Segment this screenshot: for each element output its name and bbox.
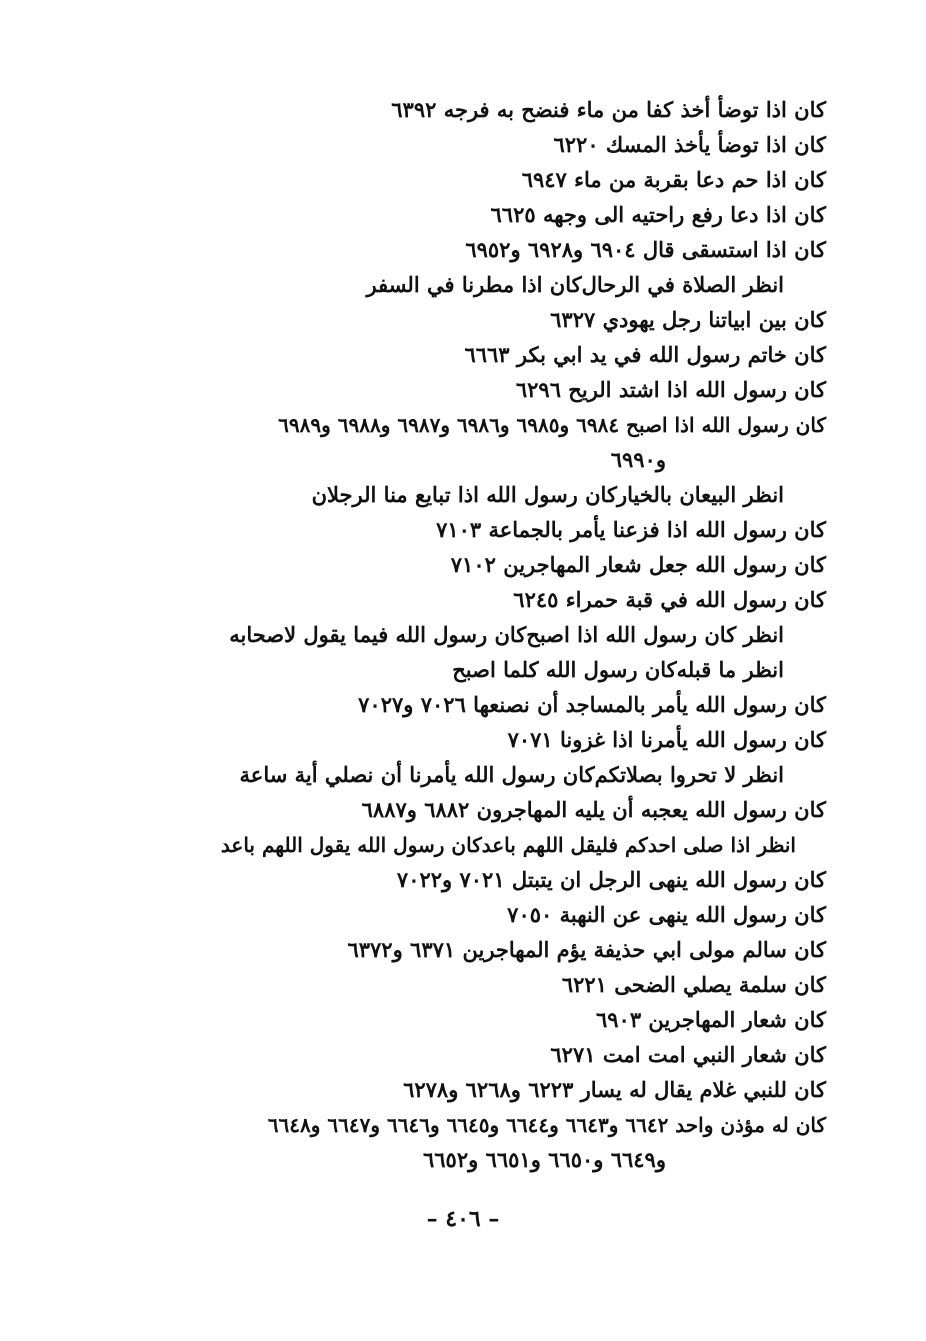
- cross-reference: انظر لا تحروا بصلاتكم: [594, 762, 784, 787]
- entry-25: كان سلمة يصلي الضحى ٦٢٢١: [561, 972, 826, 997]
- entry-24: كان سالم مولى ابي حذيفة يؤم المهاجرين ٦٣٧١ و٦٣٧٢: [347, 937, 826, 962]
- entry-13: كان رسول الله جعل شعار المهاجرين ٧١٠٢: [450, 552, 826, 577]
- entry-26: كان شعار المهاجرين ٦٩٠٣: [596, 1007, 826, 1032]
- entry-4: كان اذا دعا رفع راحتيه الى وجهه ٦٦٢٥: [490, 202, 826, 227]
- entry-20: كان رسول الله يعجبه أن يليه المهاجرون ٦٨٨٢ و٦٨٨٧: [361, 797, 826, 822]
- cross-reference: انظر الصلاة في الرحال: [581, 272, 784, 297]
- entry-10: كان رسول الله اذا اصبح ٦٩٨٤ و٦٩٨٥ و٦٩٨٦ و٦٩٨٧ و٦٩٨٨ و٦٩٨٩: [278, 413, 826, 437]
- entry-17: كان رسول الله يأمر بالمساجد أن نصنعها ٧٠٢٦ و٧٠٢٧: [358, 692, 826, 717]
- entry-19: كان رسول الله يأمرنا أن نصلي أية ساعةانظر لا تحروا بصلاتكم: [239, 762, 784, 787]
- entry-22: كان رسول الله ينهى الرجل ان يتبتل ٧٠٢١ و٧٠٢٢: [396, 867, 826, 892]
- entry-3: كان اذا حم دعا بقربة من ماء ٦٩٤٧: [521, 167, 826, 192]
- entry-1: كان اذا توضأ أخذ كفا من ماء فنضح به فرجه ٦٣٩٢: [391, 97, 826, 122]
- entry-12: كان رسول الله اذا فزعنا يأمر بالجماعة ٧١٠٣: [436, 517, 826, 542]
- cross-reference: انظر اذا صلى احدكم فليقل اللهم باعد: [481, 833, 796, 857]
- entry-8: كان خاتم رسول الله في يد ابي بكر ٦٦٦٣: [464, 342, 826, 367]
- entry-2: كان اذا توضأ يأخذ المسك ٦٢٢٠: [553, 132, 826, 157]
- entry-10-continuation: و٦٩٩٠: [610, 447, 666, 472]
- entry-18: كان رسول الله يأمرنا اذا غزونا ٧٠٧١: [507, 727, 826, 752]
- entry-9: كان رسول الله اذا اشتد الريح ٦٢٩٦: [515, 377, 826, 402]
- entry-14: كان رسول الله في قبة حمراء ٦٢٤٥: [513, 587, 826, 612]
- entry-6: كان اذا مطرنا في السفرانظر الصلاة في الرحال: [366, 272, 784, 297]
- cross-reference: انظر ما قبله: [676, 657, 784, 682]
- entry-29: كان له مؤذن واحد ٦٦٤٢ و٦٦٤٣ و٦٦٤٤ و٦٦٤٥ و٦٦٤٦ و٦٦٤٧ و٦٦٤٨: [267, 1113, 826, 1137]
- entry-21: كان رسول الله يقول اللهم باعدانظر اذا صلى احدكم فليقل اللهم باعد: [220, 833, 796, 857]
- entry-5: كان اذا استسقى قال ٦٩٠٤ و٦٩٢٨ و٦٩٥٢: [465, 237, 826, 262]
- page-number: – ٤٠٦ –: [426, 1206, 500, 1232]
- cross-reference: انظر البيعان بالخيار: [616, 482, 784, 507]
- entry-11: كان رسول الله اذا تبايع منا الرجلانانظر البيعان بالخيار: [311, 482, 784, 507]
- entry-27: كان شعار النبي امت امت ٦٢٧١: [550, 1042, 826, 1067]
- entry-29-continuation: و٦٦٤٩ و٦٦٥٠ و٦٦٥١ و٦٦٥٢: [422, 1147, 666, 1172]
- entry-23: كان رسول الله ينهى عن النهبة ٧٠٥٠: [507, 902, 826, 927]
- entry-15: كان رسول الله فيما يقول لاصحابهانظر كان رسول الله اذا اصبح: [229, 622, 784, 647]
- entry-28: كان للنبي غلام يقال له يسار ٦٢٢٣ و٦٢٦٨ و٦٢٧٨: [403, 1077, 826, 1102]
- entry-7: كان بين ابياتنا رجل يهودي ٦٣٢٧: [550, 307, 826, 332]
- cross-reference: انظر كان رسول الله اذا اصبح: [526, 622, 784, 647]
- entry-16: كان رسول الله كلما اصبحانظر ما قبله: [452, 657, 784, 682]
